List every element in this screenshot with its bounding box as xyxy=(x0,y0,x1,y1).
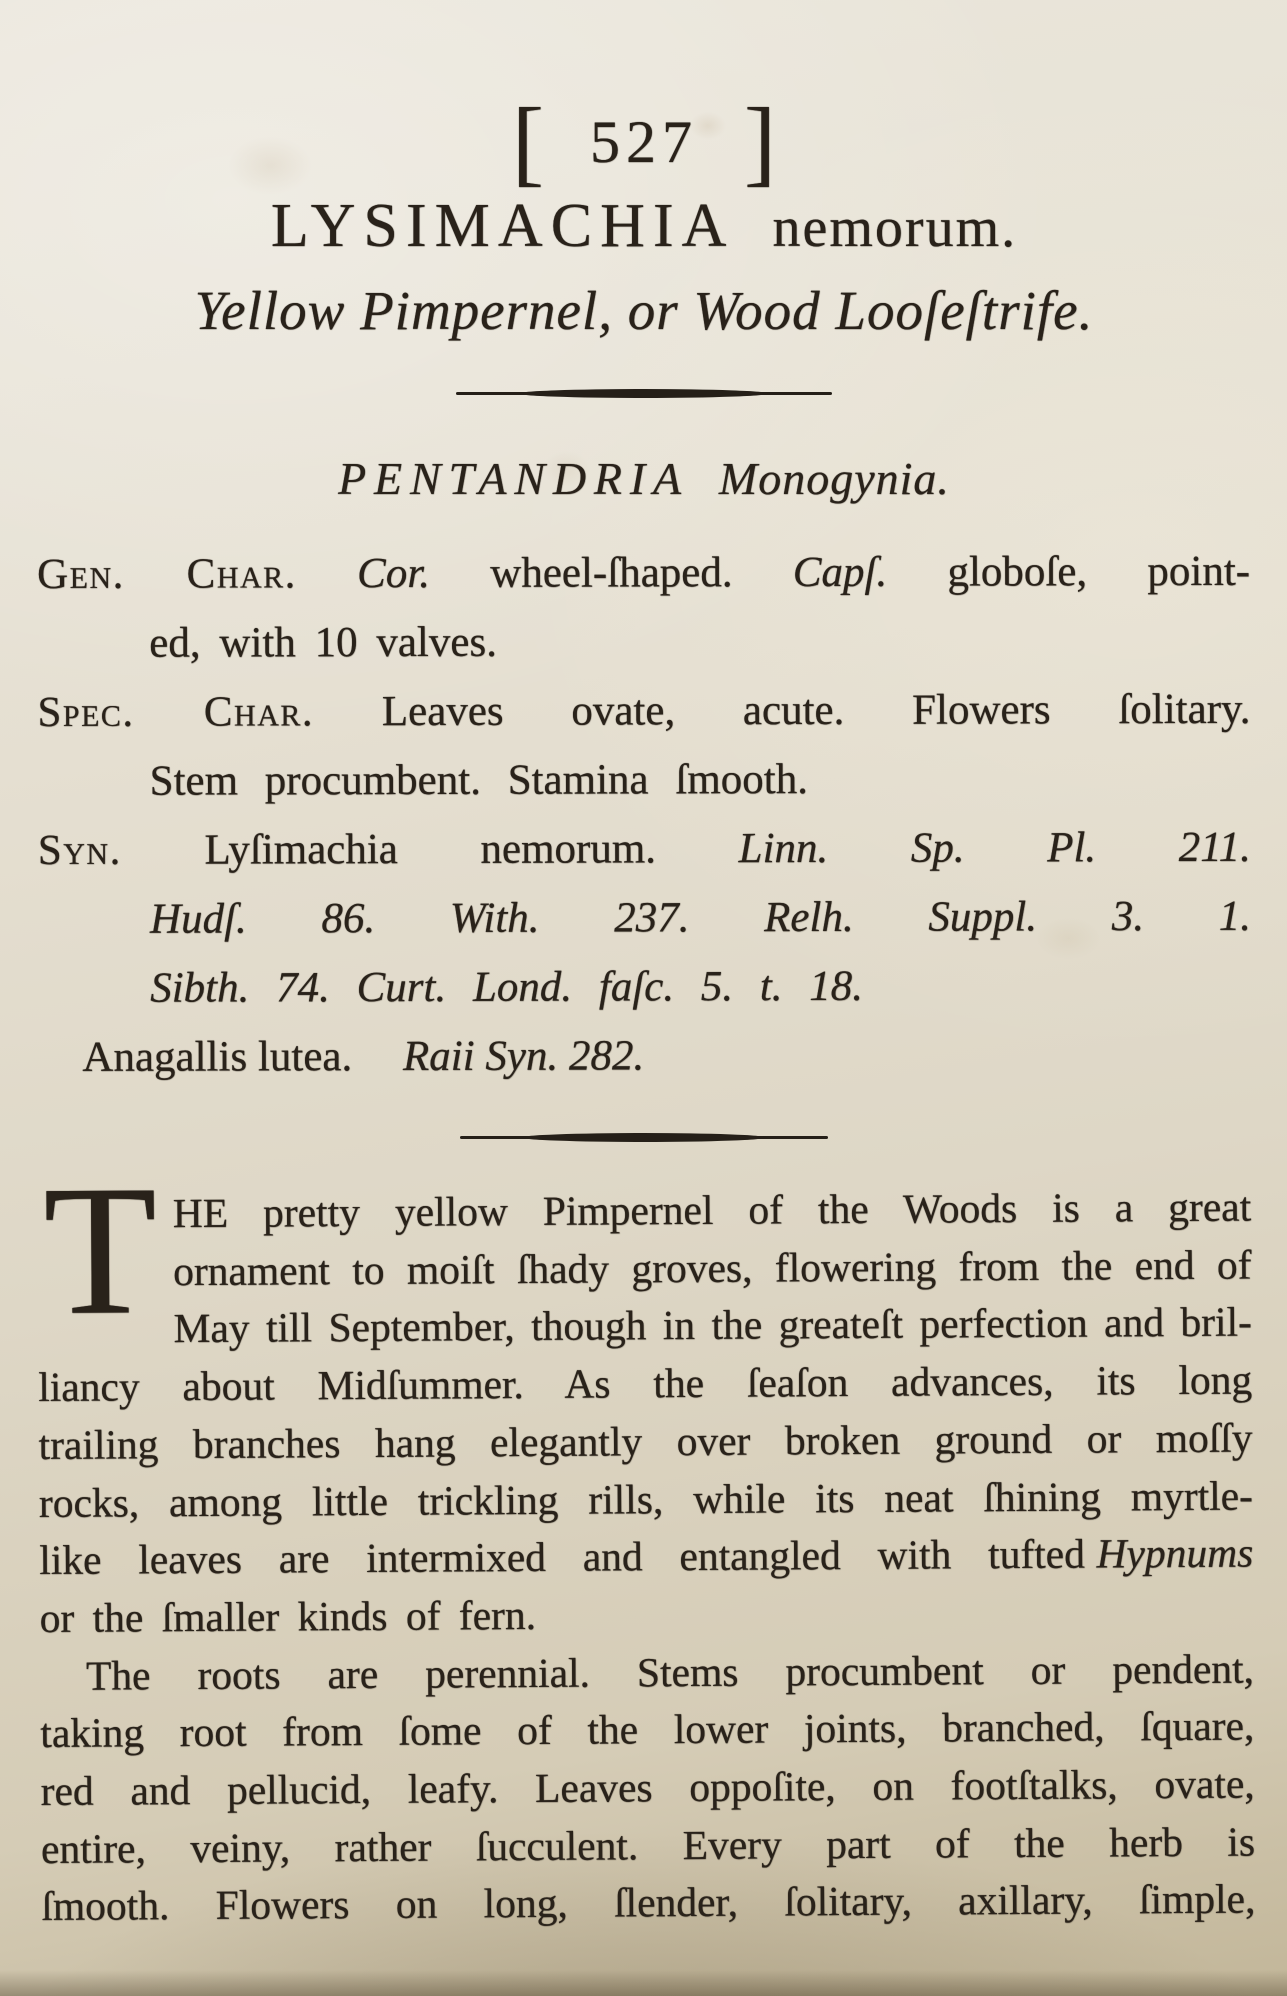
capsule-text: globoſe, point- xyxy=(947,547,1251,596)
linnaean-class: PENTANDRIA xyxy=(338,453,689,504)
paragraph-2-line: ſmooth. Flowers on long, ſlender, ſolitary, axillary, ſimple, xyxy=(41,1876,1256,1930)
paragraph-1-line: trailing branches hang elegantly over broken ground or moſſy xyxy=(38,1414,1253,1468)
paragraph-1-last-line: or the ſmaller kinds of fern. xyxy=(39,1591,537,1641)
common-name-subtitle: Yellow Pimpernel, or Wood Looſeſtrife. xyxy=(194,280,1094,341)
synonym-line-2: Hudſ. 86. With. 237. Relh. Suppl. 3. 1. xyxy=(149,892,1252,943)
paragraph-2-line: red and pellucid, leafy. Leaves oppoſite, on footſtalks, ovate, xyxy=(40,1760,1255,1815)
divider-rule-top xyxy=(456,388,832,400)
gen-char-label: Gen. Char. xyxy=(37,550,297,598)
paragraph-1-line: May till September, though in the greateſt perfection and bril- xyxy=(173,1298,1252,1352)
rule-swell xyxy=(519,389,767,398)
corolla-text: wheel-ſhaped. xyxy=(490,549,733,597)
synonym-anagallis-ref: Raii Syn. 282. xyxy=(402,1032,645,1081)
genus-name: LYSIMACHIA xyxy=(270,192,735,260)
paragraph-2-line: The roots are perennial. Stems procumbent or pendent, xyxy=(85,1645,1255,1699)
capsule-abbr: Capſ. xyxy=(792,548,888,597)
synonym-line-3: Sibth. 74. Curt. Lond. faſc. 5. t. 18. xyxy=(150,962,864,1012)
gen-char-line-2: ed, with 10 valves. xyxy=(149,618,497,667)
hypnums-italic: Hypnums xyxy=(1096,1529,1254,1577)
syn-binomial: Lyſimachia nemorum. xyxy=(204,825,657,874)
paragraph-1-line xyxy=(39,1525,1253,1590)
gen-char-line-1 xyxy=(37,537,1250,609)
synonym-line-1 xyxy=(38,813,1251,885)
characters-section xyxy=(37,537,1251,1092)
paragraph-1-line: liancy about Midſummer. As the ſeaſon advances, its long xyxy=(38,1356,1253,1411)
rule-swell xyxy=(522,1133,765,1142)
paragraph-1-line-text: like leaves are intermixed and entangled with tufted xyxy=(39,1530,1086,1584)
species-name: nemorum. xyxy=(772,197,1018,259)
page-title xyxy=(24,190,1264,264)
syn-ref-linnaeus: Linn. Sp. Pl. 211. xyxy=(738,823,1251,873)
description-text xyxy=(37,1147,1256,1937)
spec-char-text: Leaves ovate, acute. Flowers ſolitary. xyxy=(381,685,1251,736)
syn-label: Syn. xyxy=(37,826,122,874)
corolla-abbr: Cor. xyxy=(357,549,431,598)
page-number: [ 527 ] xyxy=(512,88,776,195)
paragraph-2-line: entire, veiny, rather ſucculent. Every part of the herb is xyxy=(40,1818,1256,1872)
paragraph-2-line: taking root from ſome of the lower joints, branched, ſquare, xyxy=(40,1702,1255,1757)
synonym-line-4 xyxy=(38,1020,1251,1092)
synonym-anagallis: Anagallis lutea. xyxy=(82,1033,353,1081)
spec-char-line-1 xyxy=(37,675,1250,747)
divider-rule-middle xyxy=(460,1132,828,1144)
paragraph-1-line: HE pretty yellow Pimpernel of the Woods is a great xyxy=(172,1183,1252,1237)
spec-char-label: Spec. Char. xyxy=(37,688,315,736)
linnaean-order: Monogynia. xyxy=(718,453,950,504)
spec-char-line-2: Stem procumbent. Stamina ſmooth. xyxy=(149,755,808,805)
classification-line xyxy=(24,450,1264,508)
paragraph-1-line: ornament to moiſt ſhady groves, flowering from the end of xyxy=(173,1241,1252,1294)
paragraph-1-line: rocks, among little trickling rills, while its neat ſhining myrtle- xyxy=(38,1472,1254,1526)
drop-cap: T xyxy=(42,1147,158,1354)
